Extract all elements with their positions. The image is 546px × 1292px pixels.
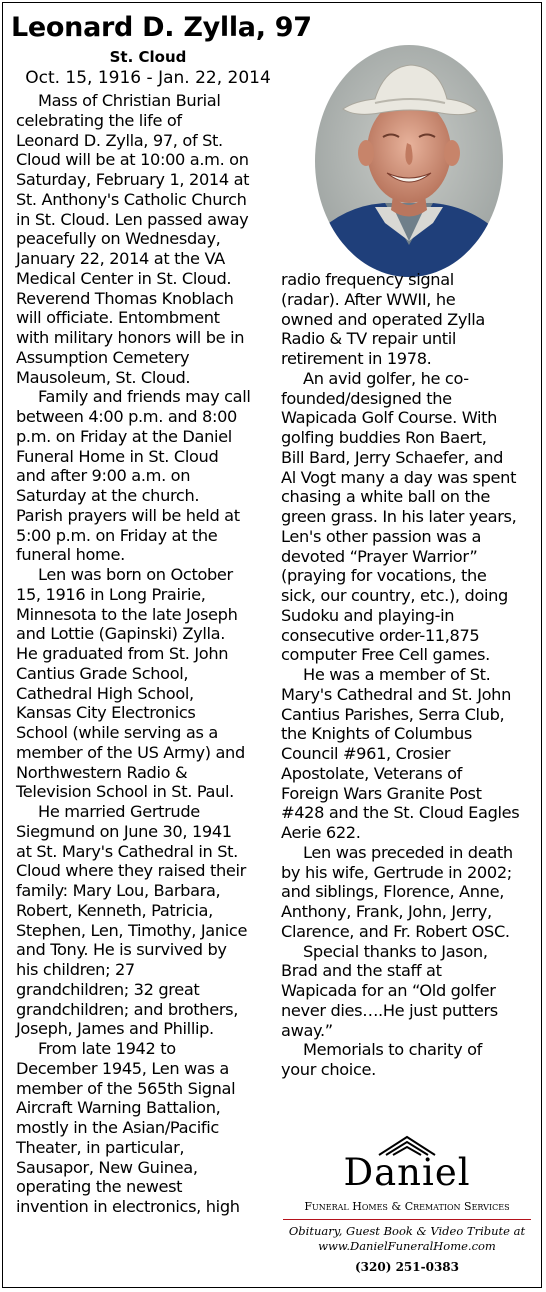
text-line: and Tony. He is survived by [16,940,227,960]
text-line: Northwestern Radio & [16,762,188,782]
text-line: operating the newest [16,1177,183,1197]
tagline-line-1: Obituary, Guest Book & Video Tribute at [288,1224,526,1238]
text-line: Cantius Grade School, [16,663,189,683]
text-line: He married Gertrude [38,802,200,821]
text-line: owned and operated Zylla [281,309,486,329]
text-line: Siegmund on June 30, 1941 [16,821,232,841]
text-line: Aerie 622. [281,823,361,842]
funeral-home-services: Funeral Homes & Cremation Services [304,1200,510,1213]
text-line: the Knights of Columbus [281,724,472,744]
text-line: retirement in 1978. [281,349,432,368]
obituary-column-2 [281,270,537,1080]
text-line: Foreign Wars Granite Post [281,783,482,803]
text-line: founded/designed the [281,388,452,408]
portrait-illustration [315,45,503,277]
text-line: and siblings, Florence, Anne, [281,882,504,902]
text-line: Robert, Kenneth, Patricia, [16,900,213,920]
funeral-home-logo: Daniel [343,1151,471,1194]
text-line: (radar). After WWII, he [281,289,456,309]
text-line: invention in electronics, high [16,1197,240,1216]
text-line: Family and friends may call [38,387,251,407]
text-line: Wapicada Golf Course. With [281,408,498,428]
text-line: with military honors will be in [16,328,245,347]
text-line: Mass of Christian Burial [38,91,221,110]
text-line: Len's other passion was a [281,526,482,546]
text-line: Radio & TV repair until [281,329,457,349]
text-line: mostly in the Asian/Pacific [16,1118,219,1137]
text-line: Mary's Cathedral and St. John [281,684,511,704]
text-line: School (while serving as a [16,723,218,742]
text-line: Cathedral High School, [16,683,194,703]
text-line: away.” [281,1020,333,1040]
text-line: He was a member of St. [303,665,491,684]
text-line: Cantius Parishes, Serra Club, [281,704,505,724]
text-line: his children; 27 [16,960,135,979]
obituary-column-1 [16,91,274,1217]
text-line: grandchildren; and brothers, [16,999,239,1019]
text-line: Leonard D. Zylla, 97, of St. [16,130,223,150]
text-line: in St. Cloud. Len passed away [16,209,249,229]
text-line: 5:00 p.m. on Friday at the [16,525,218,545]
text-line: An avid golfer, he co- [303,368,469,388]
text-line: Bill Bard, Jerry Schaefer, and [281,447,504,467]
text-line: 15, 1916 in Long Prairie, [16,584,206,604]
text-line: St. Anthony's Catholic Church [16,189,247,209]
text-line: Assumption Cemetery [16,347,190,367]
text-line: and Lottie (Gapinski) Zylla. [16,624,226,644]
text-line: between 4:00 p.m. and 8:00 [16,407,237,426]
text-line: Mausoleum, St. Cloud. [16,367,191,387]
text-line: radio frequency signal [281,270,454,289]
text-line: family: Mary Lou, Barbara, [16,881,221,900]
text-line: at St. Mary's Cathedral in St. [16,841,238,861]
text-line: and after 9:00 a.m. on [16,466,191,486]
text-line: Aircraft Warning Battalion, [16,1098,221,1118]
text-line: funeral home. [16,545,125,565]
text-line: Kansas City Electronics [16,703,196,723]
text-line: Reverend Thomas Knoblach [16,288,234,308]
text-line: Special thanks to Jason, [303,941,488,961]
text-line: your choice. [281,1060,376,1079]
text-line: Len was preceded in death [303,842,513,862]
text-line: Joseph, James and Phillip. [16,1019,214,1039]
text-line: December 1945, Len was a [16,1058,229,1078]
text-line: Brad and the staff at [281,961,442,981]
text-line: Theater, in particular, [16,1137,185,1157]
text-line: Television School in St. Paul. [16,782,234,802]
text-line: will officiate. Entombment [16,308,220,328]
text-line: Apostolate, Veterans of [281,763,462,783]
text-line: Cloud will be at 10:00 a.m. on [16,150,249,170]
text-line: He graduated from St. John [16,644,229,663]
text-line: Council #961, Crosier [281,744,451,763]
text-line: peacefully on Wednesday, [16,229,221,249]
funeral-home-phone: (320) 251-0383 [354,1260,459,1274]
obituary-notice [2,2,542,1288]
tagline-website[interactable]: www.DanielFuneralHome.com [318,1239,496,1253]
text-line: Saturday, February 1, 2014 at [16,170,250,189]
text-line: chasing a white ball on the [281,487,490,507]
text-line: by his wife, Gertrude in 2002; [281,862,512,882]
text-line: grandchildren; 32 great [16,979,200,999]
residence-city: St. Cloud [109,48,187,66]
text-line: Cloud where they raised their [16,861,246,881]
text-line: Stephen, Len, Timothy, Janice [16,920,248,940]
text-line: Wapicada for an “Old golfer [281,981,496,1000]
text-line: Saturday at the church. [16,486,200,505]
funeral-home-tagline [273,1224,541,1254]
text-line: Sausapor, New Guinea, [16,1157,198,1177]
life-dates: Oct. 15, 1916 - Jan. 22, 2014 [25,68,271,88]
text-line: golfing buddies Ron Baert, [281,428,487,447]
text-line: celebrating the life of [16,110,182,130]
text-line: never dies….He just putters [281,1000,498,1020]
text-line: p.m. on Friday at the Daniel [16,426,232,446]
text-line: sick, our country, etc.), doing [281,586,508,605]
deceased-name: Leonard D. Zylla, 97 [11,12,312,43]
text-line: Medical Center in St. Cloud. [16,268,232,288]
text-line: Memorials to charity of [303,1040,482,1060]
text-line: Minnesota to the late Joseph [16,604,238,624]
funeral-home-ad [273,1133,541,1285]
text-line: green grass. In his later years, [281,507,517,526]
text-line: #428 and the St. Cloud Eagles [281,803,520,823]
text-line: Al Vogt many a day was spent [281,467,517,487]
text-line: From late 1942 to [38,1039,176,1058]
divider-rule [283,1219,531,1220]
text-line: Sudoku and playing-in [281,605,455,625]
text-line: January 22, 2014 at the VA [16,249,225,268]
text-line: Clarence, and Fr. Robert OSC. [281,921,510,941]
text-line: consecutive order-11,875 [281,625,480,645]
text-line: Parish prayers will be held at [16,505,240,525]
text-line: Len was born on October [38,565,233,584]
text-line: Anthony, Frank, John, Jerry, [281,902,492,921]
text-line: Funeral Home in St. Cloud [16,446,219,466]
text-line: computer Free Cell games. [281,645,490,665]
text-line: devoted “Prayer Warrior” [281,546,478,566]
portrait-photo [315,45,503,277]
text-line: member of the US Army) and [16,742,245,762]
text-line: member of the 565th Signal [16,1078,236,1098]
text-line: (praying for vocations, the [281,566,487,586]
